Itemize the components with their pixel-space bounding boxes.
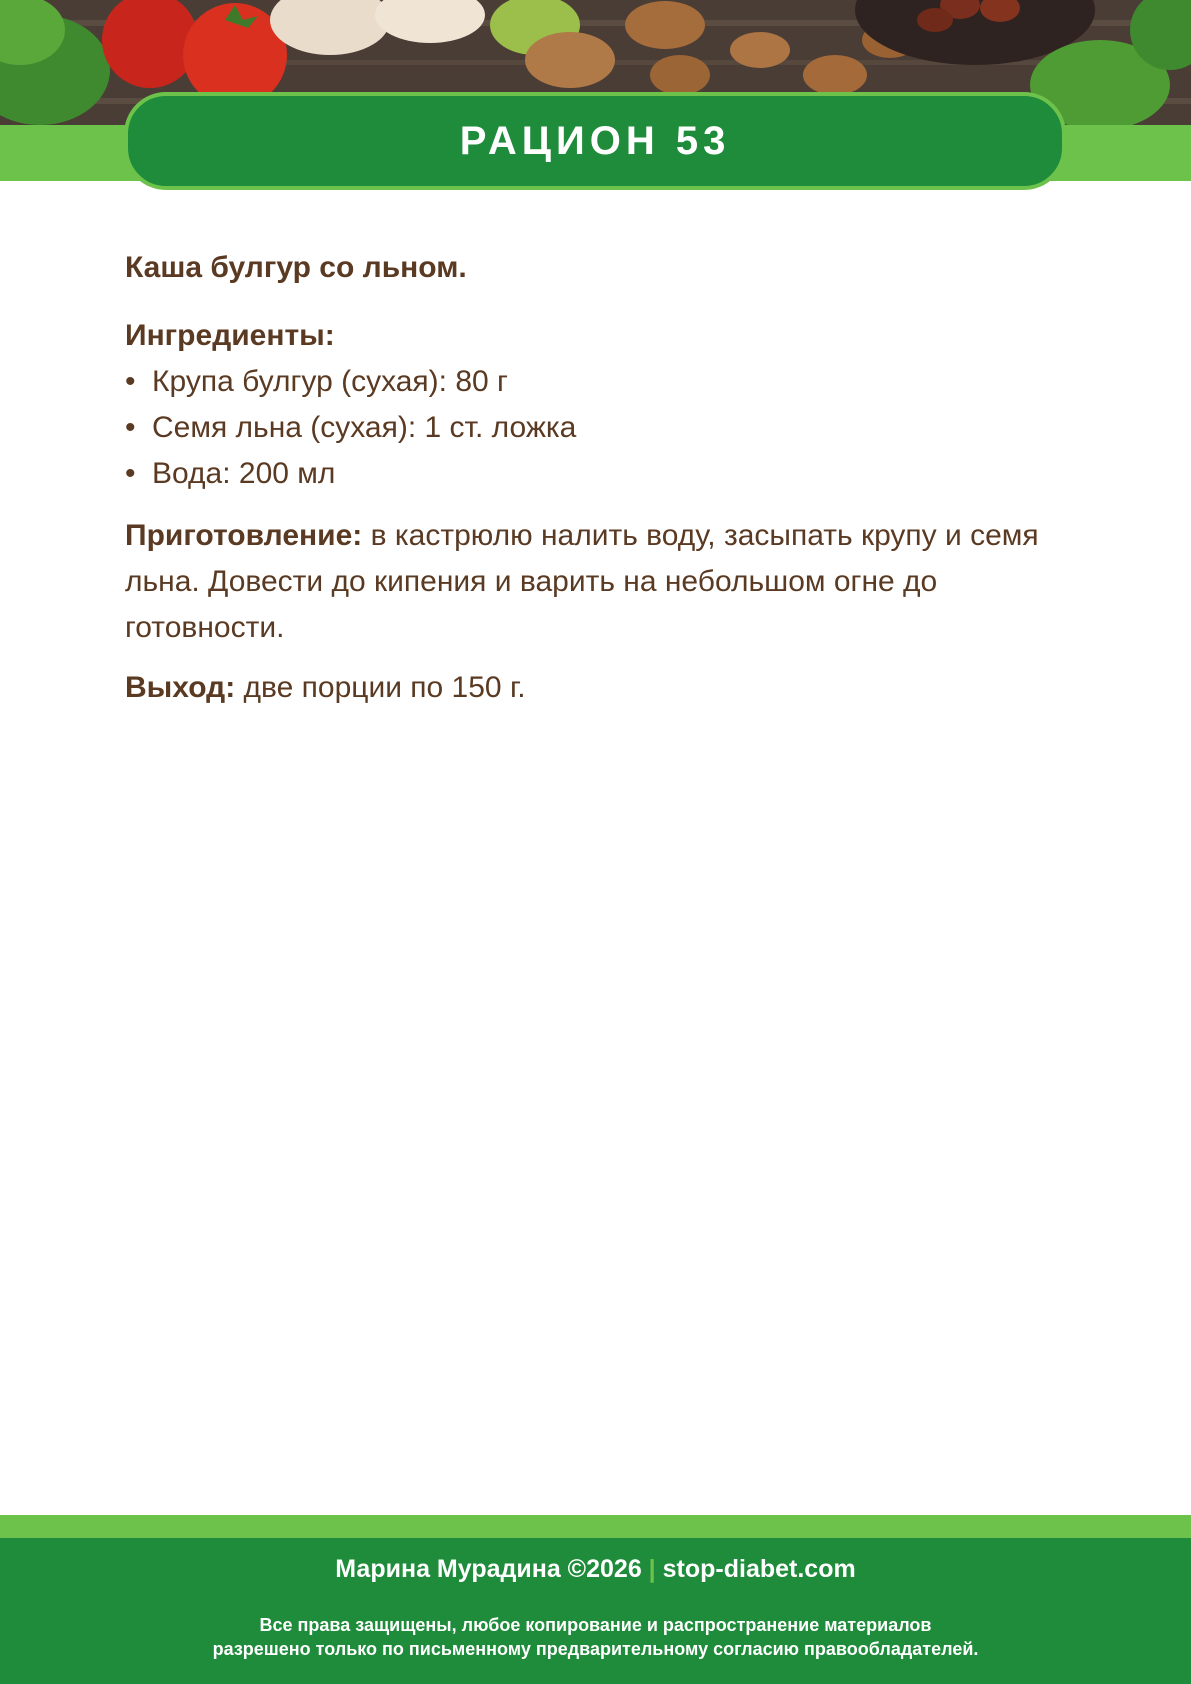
preparation-paragraph [125,513,1055,651]
list-item: • Крупа булгур (сухая): 80 г [125,359,1055,405]
title-banner [124,92,1066,190]
footer-green-band [0,1515,1191,1539]
page-title: РАЦИОН 53 [459,118,731,163]
yield-text: две порции по 150 г. [235,671,526,704]
ingredients-heading: Ингредиенты: [125,319,335,352]
yield-paragraph [125,665,1055,711]
footer-credits [0,1552,1191,1586]
site-link[interactable]: stop-diabet.com [662,1555,856,1583]
author-name: Марина Мурадина ©2026 [335,1555,642,1583]
preparation-label: Приготовление: [125,519,363,552]
recipe-title: Каша булгур со льном. [125,251,467,284]
rights-line-2: разрешено только по письменному предварительному согласию правообладателей. [212,1639,979,1659]
copyright-notice [0,1613,1191,1661]
recipe-content [125,245,1055,725]
list-item: • Семя льна (сухая): 1 ст. ложка [125,405,1055,451]
footer [0,1538,1191,1684]
yield-label: Выход: [125,671,236,704]
footer-separator: | [648,1555,656,1583]
preparation-text: в кастрюлю налить воду, засыпать крупу и семя льна. Довести до кипения и варить на небольшом огне до готовности. [125,519,1039,644]
ingredients-list [125,359,1055,497]
rights-line-1: Все права защищены, любое копирование и распространение материалов [259,1615,932,1635]
list-item: • Вода: 200 мл [125,451,1055,497]
